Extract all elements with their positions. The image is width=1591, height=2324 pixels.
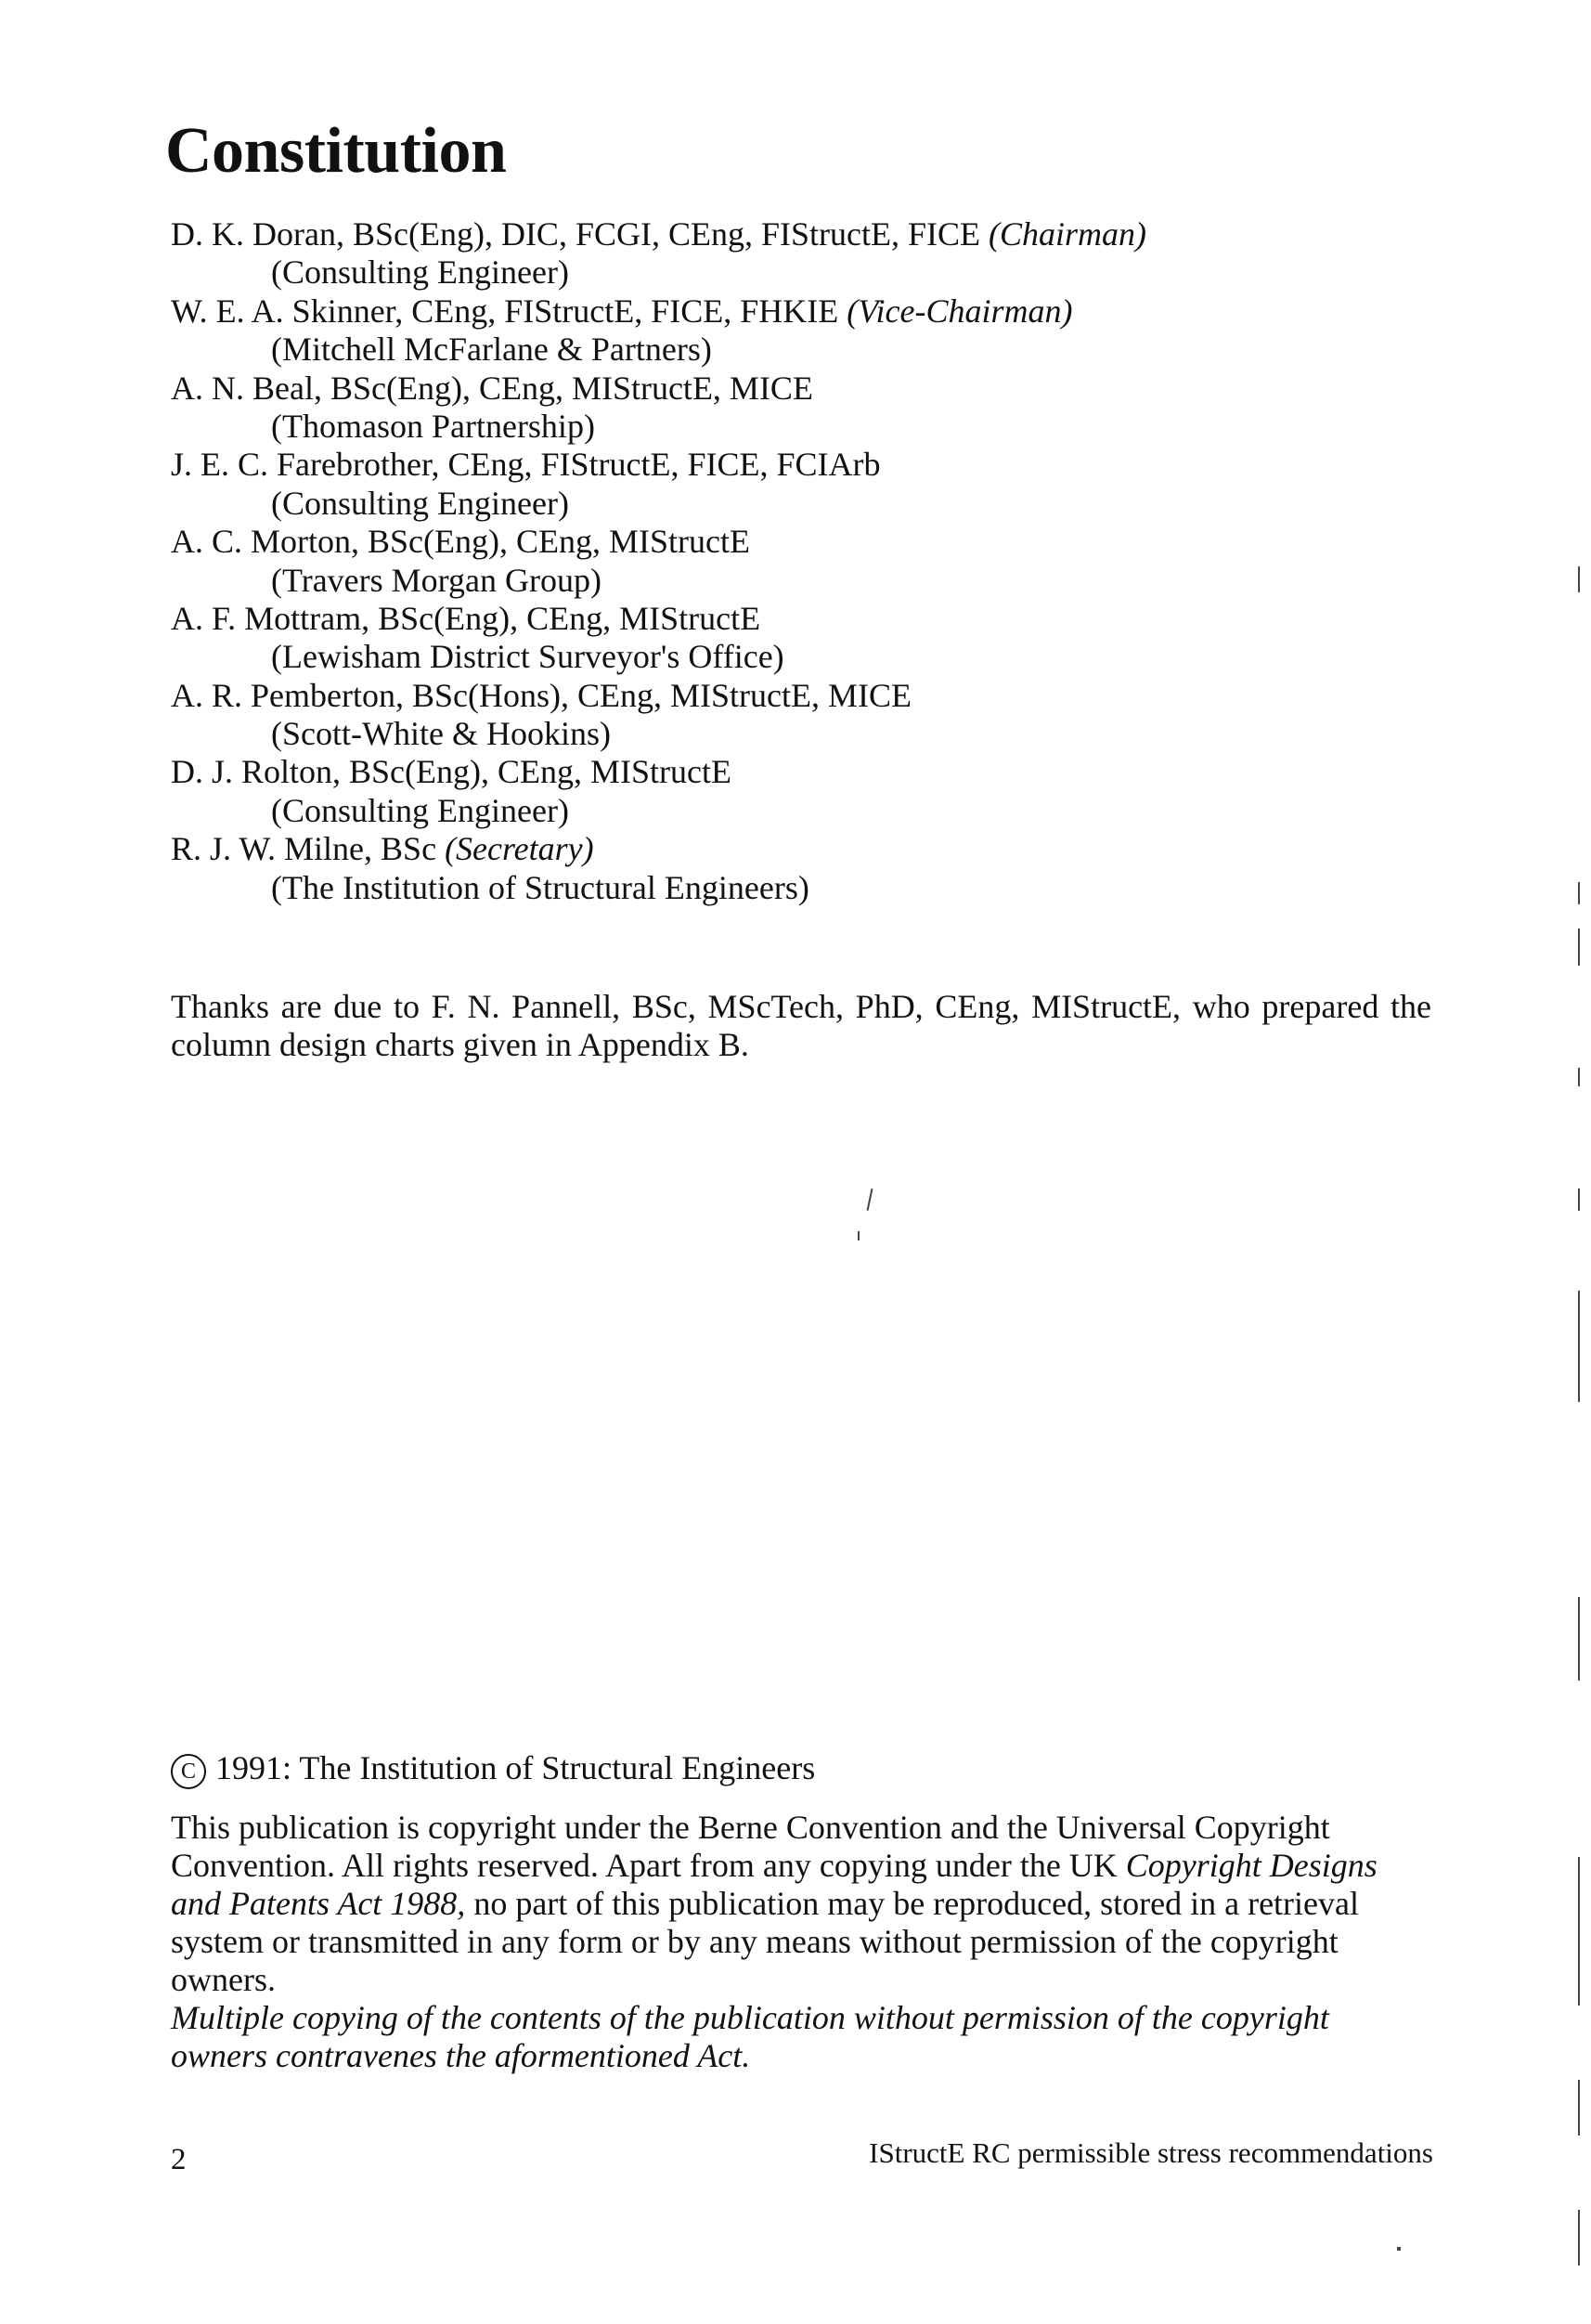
scan-mark — [1578, 1597, 1580, 1681]
member-role: (Chairman) — [988, 215, 1146, 253]
copyright-statement — [171, 1809, 1433, 2075]
member-organisation: (The Institution of Structural Engineers) — [271, 868, 809, 906]
copyright-body-text-continued: no part of this publication may be reproduced, stored in a retrieval system or transmitted in any form or by any means without permission of the copyright owners. — [171, 1885, 1359, 1998]
page-title: Constitution — [165, 115, 507, 187]
act-name: Copyright Designs and Patents Act 1988, — [171, 1847, 1378, 1922]
scan-mark — [1578, 882, 1580, 904]
member-entry — [171, 830, 1452, 907]
member-organisation: (Travers Morgan Group) — [271, 561, 601, 599]
member-organisation: (Thomason Partnership) — [271, 407, 595, 445]
scan-mark — [1578, 1291, 1580, 1402]
member-name: D. J. Rolton, BSc(Eng), CEng, MIStructE — [171, 753, 731, 791]
copyright-icon: C — [171, 1754, 206, 1789]
member-entry — [171, 292, 1452, 370]
scan-mark — [1578, 1857, 1580, 2006]
scan-mark — [1578, 566, 1580, 592]
member-name: A. C. Morton, BSc(Eng), CEng, MIStructE — [171, 523, 750, 561]
page-number: 2 — [171, 2143, 187, 2176]
scan-mark — [1578, 1188, 1580, 1211]
running-title: IStructE RC permissible stress recommendations — [869, 2136, 1433, 2169]
member-organisation: (Mitchell McFarlane & Partners) — [271, 331, 712, 369]
member-organisation: (Lewisham District Surveyor's Office) — [271, 638, 784, 676]
member-name: A. R. Pemberton, BSc(Hons), CEng, MIStructE, MICE — [171, 676, 912, 714]
member-entry — [171, 677, 1452, 754]
committee-member-list — [171, 215, 1452, 907]
acknowledgement-paragraph: Thanks are due to F. N. Pannell, BSc, MScTech, PhD, CEng, MIStructE, who prepared the column design charts given in Appendix B. — [171, 988, 1431, 1063]
member-organisation: (Consulting Engineer) — [271, 484, 569, 522]
member-name: A. F. Mottram, BSc(Eng), CEng, MIStructE — [171, 599, 761, 637]
copyright-notice — [171, 1749, 815, 1789]
member-entry — [171, 753, 1452, 830]
scan-mark — [1578, 928, 1580, 966]
scan-mark — [867, 1188, 873, 1211]
scan-mark — [1397, 2247, 1401, 2251]
member-organisation: (Consulting Engineer) — [271, 253, 569, 292]
member-entry — [171, 523, 1452, 600]
member-name: J. E. C. Farebrother, CEng, FIStructE, FICE, FCIArb — [171, 446, 881, 484]
member-role: (Secretary) — [445, 830, 594, 868]
member-organisation: (Consulting Engineer) — [271, 791, 569, 829]
scan-mark — [858, 1231, 860, 1240]
member-entry — [171, 446, 1452, 523]
member-name: A. N. Beal, BSc(Eng), CEng, MIStructE, MICE — [171, 369, 813, 407]
member-role: (Vice-Chairman) — [847, 292, 1073, 330]
copyright-text: 1991: The Institution of Structural Engineers — [215, 1749, 816, 1786]
scan-mark — [1578, 2080, 1580, 2136]
member-entry — [171, 215, 1452, 292]
scan-mark — [1578, 1068, 1580, 1086]
member-name: D. K. Doran, BSc(Eng), DIC, FCGI, CEng, FIStructE, FICE — [171, 215, 980, 253]
member-organisation: (Scott-White & Hookins) — [271, 715, 611, 753]
member-name: W. E. A. Skinner, CEng, FIStructE, FICE, FHKIE — [171, 292, 839, 330]
scan-mark — [1578, 2210, 1580, 2266]
copying-warning: Multiple copying of the contents of the publication without permission of the copyright owners contravenes the aformentioned Act. — [171, 1999, 1329, 2074]
member-entry — [171, 370, 1452, 447]
copyright-body-text: This publication is copyright under the Berne Convention and the Universal Copyright Convention. All rights reserved. Apart from any copying under the UK — [171, 1809, 1330, 1884]
member-entry — [171, 600, 1452, 677]
member-name: R. J. W. Milne, BSc — [171, 830, 437, 868]
